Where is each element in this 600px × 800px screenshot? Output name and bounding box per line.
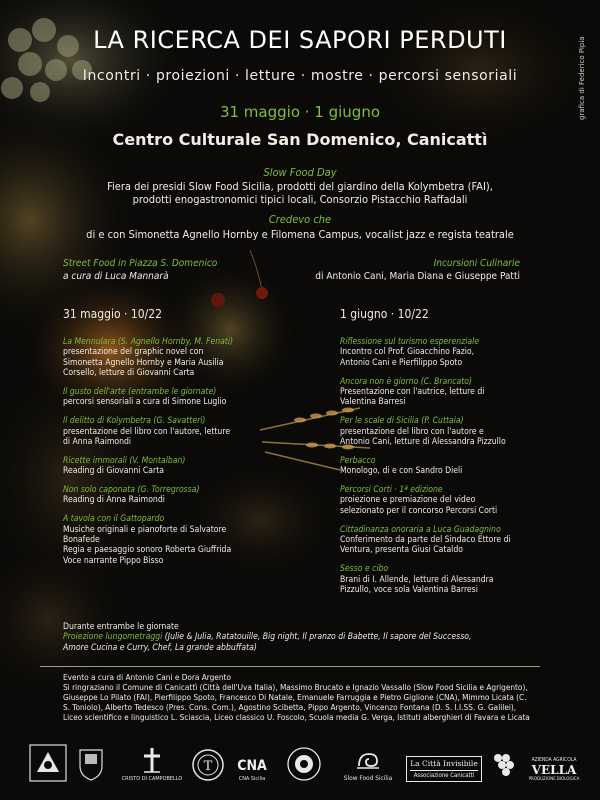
vine-emblem-logo bbox=[486, 740, 522, 782]
credevo-heading: Credevo che bbox=[268, 213, 332, 226]
program-item-title: Percorsi Corti · 1ª edizione bbox=[340, 485, 443, 496]
cristo-logo-caption: CRISTO DI CAMPOBELLO bbox=[121, 776, 183, 782]
program-item-title: Il gusto dell'arte (entrambe le giornate) bbox=[63, 387, 217, 398]
program-item-title: Cittadinanza onoraria a Luca Guadagnino bbox=[340, 524, 501, 535]
cristo-logo bbox=[112, 740, 192, 782]
vella-logo bbox=[522, 740, 586, 782]
cna-logo bbox=[232, 740, 272, 782]
program-item-title: Perbacco bbox=[340, 455, 376, 466]
sicily-region-logo bbox=[28, 740, 68, 782]
day1-heading: 31 maggio · 10/22 bbox=[63, 307, 162, 321]
program-item-line: Presentazione con l'autrice, letture di bbox=[340, 387, 485, 398]
cna-logo-text: CNA bbox=[237, 758, 267, 774]
canicatti-crest-logo bbox=[74, 740, 108, 782]
citta-logo-line-2: Associazione Canicattì bbox=[410, 770, 478, 779]
program-item-line: Antonio Cani, letture di Alessandra Pizzullo bbox=[340, 437, 506, 448]
both-days-label: Durante entrambe le giornate bbox=[63, 622, 179, 632]
films-line-1: (Julie & Julia, Ratatouille, Big night, Il pranzo di Babette, Il sapore del Successo, bbox=[162, 632, 472, 643]
day2-program bbox=[340, 337, 560, 604]
slowfood-line-2: prodotti enogastronomici tipici locali, Consorzio Pistacchio Raffadali bbox=[132, 193, 468, 206]
footer-credits bbox=[63, 672, 563, 722]
program-item-line: selezionato per il concorso Percorsi Corti bbox=[340, 505, 498, 516]
program-item bbox=[340, 337, 560, 368]
program-item-line: Incontro col Prof. Gioacchino Fazio, bbox=[340, 347, 475, 358]
slowfood-line-1: Fiera dei presidi Slow Food Sicilia, prodotti del giardino della Kolymbetra (FAI), bbox=[107, 180, 493, 193]
thanks-line-3: S. Toniolo), Alberto Tedesco (Pres. Cons. Com.), Agostino Scibetta, Pippo Argento, Vincenzo Fontana (D. S. I.I.SS. G. Galilei), bbox=[63, 702, 517, 712]
curated-by: Evento a cura di Antonio Cani e Dora Argento bbox=[63, 672, 231, 682]
program-item-line: presentazione del libro con l'autore, letture bbox=[63, 426, 231, 437]
slowfood-logo-caption: Slow Food Sicilia bbox=[343, 774, 393, 782]
program-item-line: Corsello, letture di Giovanni Carta bbox=[63, 368, 195, 379]
vella-logo-top: AZIENDA AGRICOLA bbox=[531, 757, 577, 763]
program-item bbox=[340, 525, 560, 556]
event-dates: 31 maggio · 1 giugno bbox=[219, 103, 381, 121]
institute-seal-logo bbox=[284, 740, 324, 782]
thanks-line-1: Si ringraziano il Comune di Canicattì (Città dell'Uva Italia), Massimo Brucato e Ignazio Vassallo (Slow Food Sicilia e Agrigento), bbox=[63, 682, 528, 692]
round-seal-logo bbox=[190, 740, 226, 782]
program-item-line: Reading di Anna Raimondi bbox=[63, 495, 165, 506]
program-item-line: presentazione del libro con l'autore e bbox=[340, 426, 484, 437]
credevo-line: di e con Simonetta Agnello Hornby e Filomena Campus, vocalist jazz e regista teatrale bbox=[86, 228, 514, 241]
program-item-line: Pizzullo, voce sola Valentina Barresi bbox=[340, 585, 478, 596]
program-item-title: Ricette immorali (V. Montalban) bbox=[63, 455, 186, 466]
street-food-line: a cura di Luca Mannarà bbox=[63, 271, 169, 282]
street-food-heading: Street Food in Piazza S. Domenico bbox=[63, 258, 218, 269]
program-item-line: di Anna Raimondi bbox=[63, 437, 132, 448]
program-item bbox=[63, 514, 303, 566]
incursioni-heading: Incursioni Culinarie bbox=[433, 258, 520, 269]
program-item bbox=[63, 416, 303, 447]
program-item-line: proiezione e premiazione del video bbox=[340, 495, 476, 506]
day2-heading: 1 giugno · 10/22 bbox=[340, 307, 429, 321]
program-item-line: Regia e paesaggio sonoro Roberta Giuffrida bbox=[63, 545, 232, 556]
program-item-title: Ancora non è giorno (C. Brancato) bbox=[340, 376, 472, 387]
program-item-line: Simonetta Agnello Hornby e Maria Ausilia bbox=[63, 357, 224, 368]
program-item-title: La Mennulara (S. Agnello Hornby, M. Fenati) bbox=[63, 337, 234, 347]
program-item bbox=[340, 564, 560, 595]
program-item-line: Antonio Cani e Pierfilippo Spoto bbox=[340, 357, 463, 368]
program-item-title: Il delitto di Kolymbetra (G. Savatteri) bbox=[63, 416, 206, 427]
program-item bbox=[63, 387, 303, 408]
program-item bbox=[63, 485, 303, 506]
cna-logo-caption: CNA Sicilia bbox=[238, 776, 266, 782]
program-item-line: presentazione del graphic novel con bbox=[63, 347, 204, 358]
program-item bbox=[340, 456, 560, 477]
program-item-line: Ventura, presenta Giusi Cataldo bbox=[340, 545, 463, 556]
graphic-credit: grafica di Federico Pipia bbox=[578, 36, 586, 120]
program-item-line: Valentina Barresi bbox=[340, 397, 406, 408]
program-item-line: Brani di I. Allende, letture di Alessandra bbox=[340, 574, 494, 585]
slowfood-logo bbox=[336, 740, 400, 782]
slowfood-heading: Slow Food Day bbox=[263, 166, 337, 179]
program-item-title: Sesso e cibo bbox=[340, 564, 389, 575]
program-item-line: Voce narrante Pippo Bisso bbox=[63, 555, 164, 566]
program-item bbox=[340, 485, 560, 516]
films-line-2: Amore Cucina e Curry, Chef, La grande abbuffata) bbox=[63, 642, 257, 653]
vella-logo-name: VELLA bbox=[531, 763, 577, 777]
program-item-title: A tavola con il Gattopardo bbox=[63, 514, 165, 525]
program-item-title: Riflessione sul turismo esperenziale bbox=[340, 337, 479, 347]
program-item-line: Musiche originali e pianoforte di Salvatore bbox=[63, 524, 227, 535]
day1-program bbox=[63, 337, 303, 575]
program-item-title: Non solo caponata (G. Torregrossa) bbox=[63, 485, 200, 496]
citta-invisibile-logo bbox=[406, 740, 482, 782]
thanks-line-2: Giuseppe Lo Pilato (FAI), Pierfilippo Spoto, Francesco Di Natale, Emanuele Farruggia e Pietro Giglione (CNA), Mimmo Licata (C. bbox=[63, 692, 527, 702]
films-heading: Proiezione lungometraggi bbox=[63, 632, 163, 643]
venue: Centro Culturale San Domenico, Canicattì bbox=[112, 130, 488, 149]
incursioni-line: di Antonio Cani, Maria Diana e Giuseppe Patti bbox=[315, 271, 520, 282]
thanks-line-4: Liceo scientifico e linguistico L. Sciascia, Liceo classico U. Foscolo, Scuola media G. Verga, Istituti alberghieri di Favara e Licata bbox=[63, 712, 530, 722]
program-item-title: Per le scale di Sicilia (P. Cuttaia) bbox=[340, 416, 464, 427]
page-subtitle: Incontri · proiezioni · letture · mostre · percorsi sensoriali bbox=[82, 68, 518, 84]
both-days-block bbox=[63, 622, 563, 653]
citta-logo-line-1: La Città Invisibile bbox=[410, 759, 478, 768]
vella-logo-sub: PRODUZIONE BIOLOGICA bbox=[528, 777, 580, 782]
program-item-line: Monologo, di e con Sandro Dieli bbox=[340, 466, 463, 477]
program-item-line: Bonafede bbox=[63, 535, 100, 546]
divider bbox=[40, 666, 540, 667]
program-item bbox=[340, 416, 560, 447]
page-title: LA RICERCA DEI SAPORI PERDUTI bbox=[93, 26, 507, 54]
program-item-line: Conferimento da parte del Sindaco Ettore di bbox=[340, 535, 511, 546]
program-item bbox=[340, 377, 560, 408]
svg-text:T: T bbox=[203, 759, 213, 774]
program-item-line: Reading di Giovanni Carta bbox=[63, 466, 164, 477]
program-item bbox=[63, 456, 303, 477]
program-item bbox=[63, 337, 303, 379]
program-item-line: percorsi sensoriali a cura di Simone Luglio bbox=[63, 397, 227, 408]
